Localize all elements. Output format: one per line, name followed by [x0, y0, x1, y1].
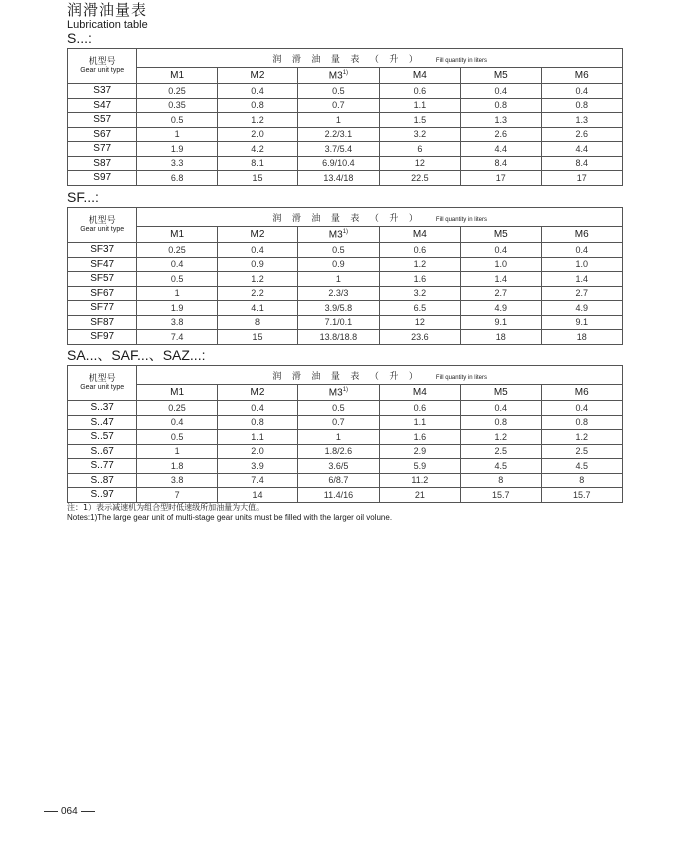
- fill-quantity-m3: 1: [298, 113, 379, 128]
- fill-quantity-m1: 0.4: [137, 415, 217, 430]
- fill-quantity-m4: 2.9: [379, 444, 460, 459]
- fill-quantity-m6: 2.6: [541, 127, 623, 142]
- fill-quantity-m1: 0.25: [137, 84, 217, 99]
- table-row: [68, 127, 623, 142]
- fill-quantity-m1: 7.4: [137, 330, 217, 345]
- gear-unit-model: S37: [68, 84, 137, 99]
- table-row: [68, 473, 623, 488]
- gear-unit-model: SF67: [68, 286, 137, 301]
- position-header-m4: [379, 385, 460, 401]
- table-row: [68, 84, 623, 99]
- page-title: 润滑油量表: [67, 1, 148, 19]
- position-header-m6: [541, 68, 623, 84]
- fill-quantity-m2: 2.0: [217, 444, 297, 459]
- fill-quantity-m6: 1.3: [541, 113, 623, 128]
- gear-unit-model: SF57: [68, 272, 137, 287]
- fill-quantity-m6: 2.5: [541, 444, 623, 459]
- fill-quantity-m2: 0.8: [217, 98, 297, 113]
- section-label: SF...:: [67, 189, 99, 205]
- fill-quantity-m5: 4.9: [461, 301, 541, 316]
- position-label: M3: [328, 387, 343, 399]
- position-header-m1: [137, 227, 217, 243]
- fill-quantity-m2: 0.4: [217, 401, 297, 416]
- fill-quantity-m4: 12: [379, 156, 460, 171]
- fill-quantity-m1: 0.25: [137, 401, 217, 416]
- table-row: [68, 415, 623, 430]
- position-header-m6: [541, 227, 623, 243]
- position-label: M3: [328, 70, 343, 82]
- fill-quantity-m1: 0.5: [137, 430, 217, 445]
- fill-quantity-m4: 3.2: [379, 127, 460, 142]
- position-label: M6: [574, 387, 589, 398]
- fill-quantity-m3: 1: [298, 272, 379, 287]
- fill-quantity-m5: 8.4: [461, 156, 541, 171]
- gear-unit-model: S..47: [68, 415, 137, 430]
- fill-quantity-m3: 1.8/2.6: [298, 444, 379, 459]
- position-label: M3: [328, 229, 343, 241]
- position-label: M1: [170, 70, 185, 81]
- fill-quantity-m3: 0.5: [298, 84, 379, 99]
- position-label: M2: [250, 229, 265, 240]
- fill-quantity-m1: 1.8: [137, 459, 217, 474]
- fill-quantity-m1: 0.35: [137, 98, 217, 113]
- section-label: S...:: [67, 30, 92, 46]
- fill-quantity-m1: 1: [137, 127, 217, 142]
- footnote-marker: 1): [342, 386, 349, 393]
- fill-quantity-m3: 6.9/10.4: [298, 156, 379, 171]
- lubrication-table: [67, 207, 623, 345]
- fill-quantity-m6: 9.1: [541, 315, 623, 330]
- gear-unit-model: S77: [68, 142, 137, 157]
- fill-quantity-m6: 1.2: [541, 430, 623, 445]
- footnote-marker: 1): [342, 69, 349, 76]
- fill-quantity-m3: 7.1/0.1: [298, 315, 379, 330]
- gear-unit-model: SF77: [68, 301, 137, 316]
- fill-quantity-cn: 润 滑 油 量 表 （ 升 ）: [272, 213, 422, 223]
- position-label: M1: [170, 387, 185, 398]
- fill-quantity-m1: 0.5: [137, 272, 217, 287]
- note-en: Notes:1)The large gear unit of multi-stage gear units must be filled with the larger oil volune.: [67, 513, 393, 522]
- page-number: [41, 806, 98, 817]
- fill-quantity-header: [137, 49, 623, 68]
- fill-quantity-m2: 14: [217, 488, 297, 503]
- fill-quantity-m4: 6: [379, 142, 460, 157]
- gear-unit-model: S87: [68, 156, 137, 171]
- position-header-m5: [461, 385, 541, 401]
- position-label: M4: [412, 229, 427, 240]
- fill-quantity-m5: 15.7: [461, 488, 541, 503]
- fill-quantity-m3: 2.3/3: [298, 286, 379, 301]
- section-label: SA...、SAF...、SAZ...:: [67, 347, 206, 363]
- gear-unit-model: S..67: [68, 444, 137, 459]
- fill-quantity-m1: 0.25: [137, 243, 217, 258]
- position-header-m2: [217, 227, 297, 243]
- position-header-m4: [379, 227, 460, 243]
- fill-quantity-m5: 8: [461, 473, 541, 488]
- fill-quantity-m6: 1.0: [541, 257, 623, 272]
- fill-quantity-cn: 润 滑 油 量 表 （ 升 ）: [272, 54, 422, 64]
- gear-unit-model: S67: [68, 127, 137, 142]
- footnote-marker: 1): [342, 228, 349, 235]
- fill-quantity-m5: 1.3: [461, 113, 541, 128]
- position-label: M5: [493, 70, 508, 81]
- fill-quantity-m3: 2.2/3.1: [298, 127, 379, 142]
- fill-quantity-m2: 2.2: [217, 286, 297, 301]
- note-cn: 注：1）表示减速机为组合型时低速级所加油量为大值。: [67, 503, 265, 512]
- fill-quantity-m5: 9.1: [461, 315, 541, 330]
- position-label: M4: [412, 387, 427, 398]
- gear-unit-type-cn: 机型号: [88, 56, 116, 66]
- fill-quantity-m5: 2.6: [461, 127, 541, 142]
- fill-quantity-m2: 2.0: [217, 127, 297, 142]
- position-label: M2: [250, 387, 265, 398]
- gear-unit-model: S..37: [68, 401, 137, 416]
- gear-unit-type-header: [68, 208, 137, 243]
- fill-quantity-m5: 0.4: [461, 401, 541, 416]
- fill-quantity-m6: 8.4: [541, 156, 623, 171]
- fill-quantity-m3: 1: [298, 430, 379, 445]
- fill-quantity-m2: 0.4: [217, 243, 297, 258]
- position-header-m4: [379, 68, 460, 84]
- table-row: [68, 171, 623, 186]
- fill-quantity-m5: 4.5: [461, 459, 541, 474]
- position-label: M5: [493, 387, 508, 398]
- gear-unit-model: S97: [68, 171, 137, 186]
- fill-quantity-m6: 0.8: [541, 415, 623, 430]
- fill-quantity-m6: 8: [541, 473, 623, 488]
- fill-quantity-m4: 23.6: [379, 330, 460, 345]
- gear-unit-model: S57: [68, 113, 137, 128]
- fill-quantity-m4: 1.6: [379, 430, 460, 445]
- fill-quantity-m3: 3.6/5: [298, 459, 379, 474]
- fill-quantity-m2: 7.4: [217, 473, 297, 488]
- fill-quantity-m1: 1: [137, 444, 217, 459]
- fill-quantity-m1: 3.3: [137, 156, 217, 171]
- fill-quantity-m3: 11.4/16: [298, 488, 379, 503]
- gear-unit-model: SF97: [68, 330, 137, 345]
- fill-quantity-m3: 6/8.7: [298, 473, 379, 488]
- fill-quantity-m6: 1.4: [541, 272, 623, 287]
- fill-quantity-m2: 0.8: [217, 415, 297, 430]
- table-row: [68, 315, 623, 330]
- fill-quantity-m4: 0.6: [379, 401, 460, 416]
- gear-unit-type-header: [68, 49, 137, 84]
- fill-quantity-m5: 17: [461, 171, 541, 186]
- page-subtitle: Lubrication table: [67, 19, 148, 31]
- fill-quantity-m1: 0.5: [137, 113, 217, 128]
- fill-quantity-m2: 4.2: [217, 142, 297, 157]
- fill-quantity-m5: 0.4: [461, 243, 541, 258]
- fill-quantity-en: Fill quantity in liters: [435, 375, 487, 381]
- fill-quantity-m4: 1.1: [379, 98, 460, 113]
- fill-quantity-m4: 12: [379, 315, 460, 330]
- fill-quantity-m1: 7: [137, 488, 217, 503]
- fill-quantity-m3: 0.7: [298, 415, 379, 430]
- lubrication-table: [67, 365, 623, 503]
- fill-quantity-m6: 0.4: [541, 243, 623, 258]
- fill-quantity-m6: 4.5: [541, 459, 623, 474]
- fill-quantity-m6: 0.4: [541, 401, 623, 416]
- gear-unit-model: S..97: [68, 488, 137, 503]
- fill-quantity-m3: 0.5: [298, 243, 379, 258]
- gear-unit-model: S..57: [68, 430, 137, 445]
- fill-quantity-m2: 4.1: [217, 301, 297, 316]
- table-row: [68, 444, 623, 459]
- position-header-m5: [461, 227, 541, 243]
- fill-quantity-m6: 0.4: [541, 84, 623, 99]
- fill-quantity-m6: 17: [541, 171, 623, 186]
- fill-quantity-m5: 2.5: [461, 444, 541, 459]
- gear-unit-type-header: [68, 366, 137, 401]
- fill-quantity-m6: 2.7: [541, 286, 623, 301]
- fill-quantity-m1: 1: [137, 286, 217, 301]
- fill-quantity-m1: 0.4: [137, 257, 217, 272]
- fill-quantity-m6: 18: [541, 330, 623, 345]
- position-label: M4: [412, 70, 427, 81]
- table-row: [68, 257, 623, 272]
- table-row: [68, 156, 623, 171]
- gear-unit-model: SF87: [68, 315, 137, 330]
- fill-quantity-m4: 22.5: [379, 171, 460, 186]
- fill-quantity-m2: 1.2: [217, 113, 297, 128]
- fill-quantity-m5: 2.7: [461, 286, 541, 301]
- position-label: M1: [170, 229, 185, 240]
- fill-quantity-m6: 4.9: [541, 301, 623, 316]
- fill-quantity-m4: 1.6: [379, 272, 460, 287]
- fill-quantity-m4: 0.6: [379, 243, 460, 258]
- fill-quantity-m3: 13.8/18.8: [298, 330, 379, 345]
- gear-unit-model: S..77: [68, 459, 137, 474]
- fill-quantity-m6: 0.8: [541, 98, 623, 113]
- fill-quantity-m5: 0.8: [461, 415, 541, 430]
- fill-quantity-m2: 8.1: [217, 156, 297, 171]
- fill-quantity-m3: 0.7: [298, 98, 379, 113]
- gear-unit-model: SF37: [68, 243, 137, 258]
- fill-quantity-m3: 13.4/18: [298, 171, 379, 186]
- fill-quantity-m1: 6.8: [137, 171, 217, 186]
- fill-quantity-m2: 3.9: [217, 459, 297, 474]
- position-label: M2: [250, 70, 265, 81]
- position-header-m3: [298, 385, 379, 401]
- fill-quantity-m4: 5.9: [379, 459, 460, 474]
- fill-quantity-m1: 3.8: [137, 315, 217, 330]
- gear-unit-model: S..87: [68, 473, 137, 488]
- fill-quantity-m4: 0.6: [379, 84, 460, 99]
- fill-quantity-m1: 1.9: [137, 301, 217, 316]
- position-label: M5: [493, 229, 508, 240]
- notes: [67, 503, 392, 523]
- table-row: [68, 243, 623, 258]
- fill-quantity-m2: 15: [217, 330, 297, 345]
- fill-quantity-m2: 1.1: [217, 430, 297, 445]
- gear-unit-type-cn: 机型号: [88, 215, 116, 225]
- page-header: [67, 2, 148, 31]
- fill-quantity-m4: 1.1: [379, 415, 460, 430]
- position-header-m3: [298, 227, 379, 243]
- fill-quantity-m5: 1.2: [461, 430, 541, 445]
- fill-quantity-m1: 1.9: [137, 142, 217, 157]
- position-label: M6: [574, 70, 589, 81]
- gear-unit-type-en: Gear unit type: [80, 384, 125, 391]
- gear-unit-model: S47: [68, 98, 137, 113]
- position-header-m2: [217, 385, 297, 401]
- table-row: [68, 459, 623, 474]
- fill-quantity-m5: 4.4: [461, 142, 541, 157]
- position-header-m1: [137, 385, 217, 401]
- fill-quantity-m5: 0.8: [461, 98, 541, 113]
- table-row: [68, 272, 623, 287]
- fill-quantity-m4: 21: [379, 488, 460, 503]
- table-row: [68, 98, 623, 113]
- fill-quantity-m6: 15.7: [541, 488, 623, 503]
- table-row: [68, 142, 623, 157]
- fill-quantity-m5: 1.0: [461, 257, 541, 272]
- fill-quantity-m5: 0.4: [461, 84, 541, 99]
- fill-quantity-m4: 1.5: [379, 113, 460, 128]
- fill-quantity-header: [137, 208, 623, 227]
- position-label: M6: [574, 229, 589, 240]
- gear-unit-type-en: Gear unit type: [80, 226, 125, 233]
- fill-quantity-m3: 3.9/5.8: [298, 301, 379, 316]
- table-row: [68, 430, 623, 445]
- gear-unit-type-cn: 机型号: [88, 373, 116, 383]
- table-row: [68, 488, 623, 503]
- fill-quantity-en: Fill quantity in liters: [435, 217, 487, 223]
- position-header-m5: [461, 68, 541, 84]
- fill-quantity-m5: 18: [461, 330, 541, 345]
- fill-quantity-m4: 11.2: [379, 473, 460, 488]
- table-row: [68, 286, 623, 301]
- fill-quantity-en: Fill quantity in liters: [435, 58, 487, 64]
- fill-quantity-m2: 0.9: [217, 257, 297, 272]
- table-row: [68, 113, 623, 128]
- page-number-value: 064: [61, 806, 78, 817]
- position-header-m1: [137, 68, 217, 84]
- page-number-dash-right: [81, 811, 95, 812]
- position-header-m2: [217, 68, 297, 84]
- fill-quantity-m2: 0.4: [217, 84, 297, 99]
- page-number-dash-left: [44, 811, 58, 812]
- table-row: [68, 301, 623, 316]
- gear-unit-type-en: Gear unit type: [80, 67, 125, 74]
- gear-unit-model: SF47: [68, 257, 137, 272]
- fill-quantity-m5: 1.4: [461, 272, 541, 287]
- fill-quantity-m3: 3.7/5.4: [298, 142, 379, 157]
- fill-quantity-m4: 1.2: [379, 257, 460, 272]
- fill-quantity-m6: 4.4: [541, 142, 623, 157]
- fill-quantity-m4: 6.5: [379, 301, 460, 316]
- position-header-m3: [298, 68, 379, 84]
- position-header-m6: [541, 385, 623, 401]
- fill-quantity-m3: 0.9: [298, 257, 379, 272]
- fill-quantity-cn: 润 滑 油 量 表 （ 升 ）: [272, 371, 422, 381]
- table-row: [68, 401, 623, 416]
- fill-quantity-header: [137, 366, 623, 385]
- fill-quantity-m1: 3.8: [137, 473, 217, 488]
- fill-quantity-m4: 3.2: [379, 286, 460, 301]
- fill-quantity-m2: 15: [217, 171, 297, 186]
- table-row: [68, 330, 623, 345]
- fill-quantity-m2: 8: [217, 315, 297, 330]
- fill-quantity-m2: 1.2: [217, 272, 297, 287]
- lubrication-table: [67, 48, 623, 186]
- fill-quantity-m3: 0.5: [298, 401, 379, 416]
